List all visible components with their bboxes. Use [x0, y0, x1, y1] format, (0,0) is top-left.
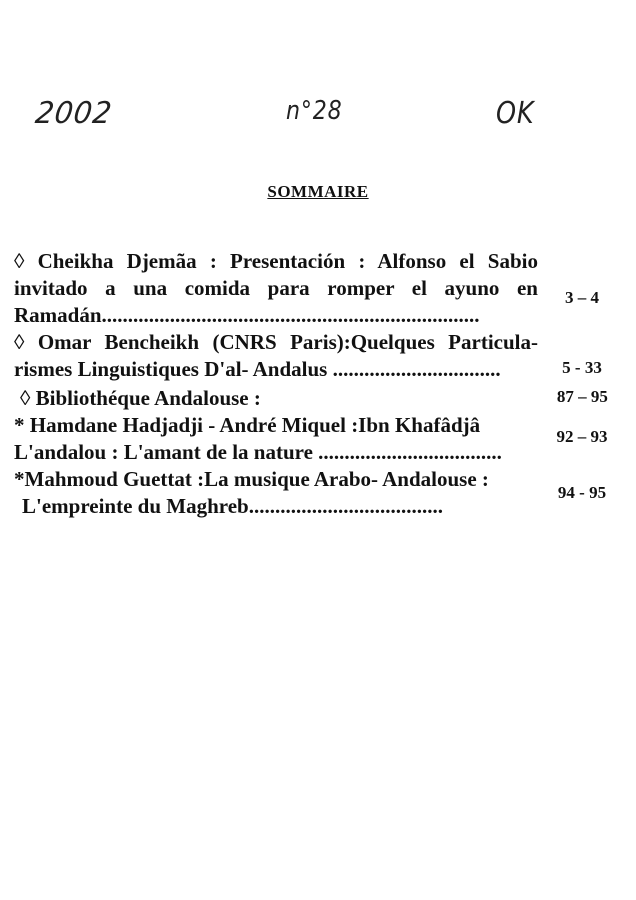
table-of-contents: [14, 248, 626, 520]
toc-entry-line: * Hamdane Hadjadji - André Miquel :Ibn Khafâdjâ: [14, 413, 481, 437]
toc-entry-line: ◊ Omar Bencheikh (CNRS Paris):Quelques Particula-: [14, 330, 538, 354]
handwritten-year: 2002: [33, 96, 115, 131]
page-title: SOMMAIRE: [267, 182, 369, 201]
toc-entry-text: [14, 248, 538, 329]
toc-entry-line: L'empreinte du Maghreb.....................................: [22, 494, 443, 518]
toc-entry-text: [14, 385, 539, 412]
toc-entry-pages: 94 - 95: [557, 483, 607, 502]
toc-entry-line: *Mahmoud Guettat :La musique Arabo- Andalouse :: [14, 467, 489, 491]
toc-entry-pages: 5 - 33: [562, 358, 602, 377]
toc-entry-text: [14, 412, 538, 466]
toc-entry: [14, 248, 626, 329]
toc-entry-text: [14, 329, 538, 383]
toc-entry-text: [14, 466, 538, 520]
toc-entry: [14, 383, 626, 412]
toc-entry-line: rismes Linguistiques D'al- Andalus ................................: [14, 357, 501, 381]
toc-entry-line: ◊ Bibliothéque Andalouse :: [20, 386, 261, 410]
toc-entry-line: L'andalou : L'amant de la nature ...................................: [14, 440, 502, 464]
handwritten-ok-mark: OK: [496, 96, 535, 131]
toc-entry: [14, 412, 626, 466]
toc-entry-line: invitado a una comida para romper el ayuno en: [14, 276, 538, 300]
toc-entry-pages: 3 – 4: [565, 288, 599, 307]
toc-entry-pages: 87 – 95: [556, 387, 608, 406]
handwritten-issue-number: n°28: [286, 96, 343, 126]
toc-entry-line: Ramadán........................................................................: [14, 303, 480, 327]
toc-entry-pages: 92 – 93: [556, 427, 608, 446]
toc-entry: [14, 466, 626, 520]
toc-entry: [14, 329, 626, 383]
toc-entry-line: ◊ Cheikha Djemãa : Presentación : Alfonso el Sabio: [14, 249, 538, 273]
